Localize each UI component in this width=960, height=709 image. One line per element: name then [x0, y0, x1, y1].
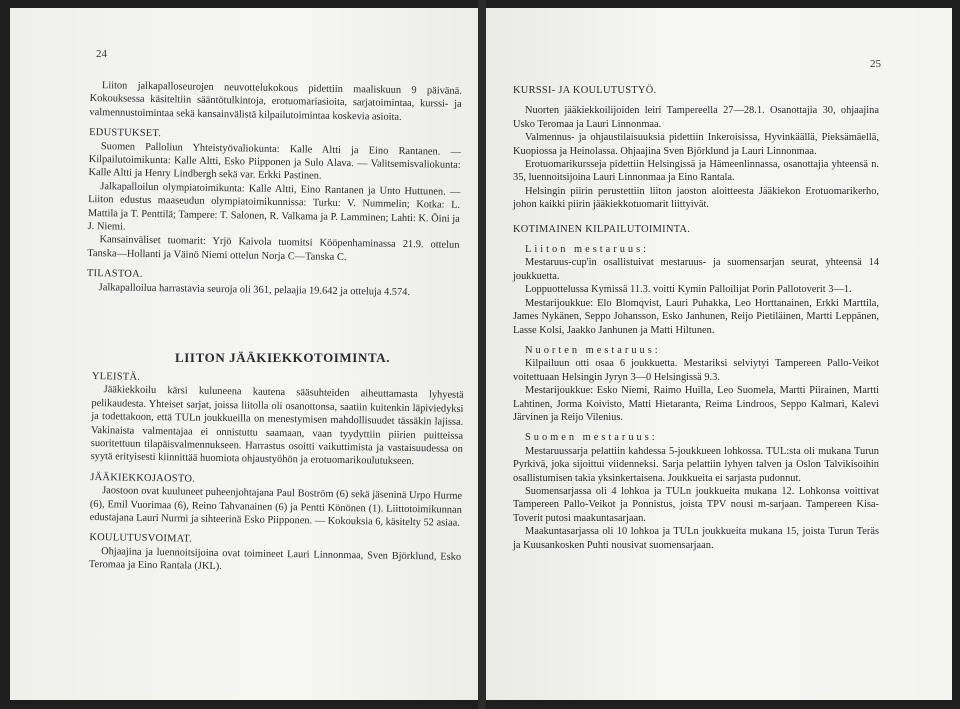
edustukset-heading: EDUSTUKSET. [89, 127, 162, 140]
edustukset-paragraph-3: Kansainväliset tuomarit: Yrjö Kaivola tuomitsi Kööpenhaminassa 21.9. ottelun Tanska—Hollanti ja Väinö Niemi ottelun Norja C—Tanska C. [87, 234, 460, 263]
kotimainen-heading: KOTIMAINEN KILPAILUTOIMINTA. [513, 223, 691, 235]
book-gutter [478, 0, 486, 709]
section-title: LIITON JÄÄKIEKKOTOIMINTA. [175, 350, 391, 365]
page-number: 25 [870, 58, 881, 70]
kurssi-paragraph-2: Valmennus- ja ohjaustilaisuuksia pidettiin Inkeroisissa, Hyvinkäällä, Pieksämäellä, Kuopiossa ja Heinolassa. Ohjaajina Sven Björklund ja Lauri Linnonmaa. [513, 132, 879, 157]
kurssi-paragraph-1: Nuorten jääkiekkoilijoiden leiri Tampereella 27—28.1. Osanottajia 30, ohjaajina Usko Teromaa ja Lauri Linnonmaa. [513, 105, 879, 130]
page-number: 24 [96, 48, 107, 60]
edustukset-paragraph-2: Jalkapalloilun olympiatoimikunta: Kalle Altti, Eino Rantanen ja Unto Huttunen. — Liiton edustus maaseudun olympiatoimikunnissa: Turku: V. Nummelin; Kotka: L. Mattila ja T. Penttilä; Tampere: T. Salonen, R. Valkama ja P. Lamminen; Lahti: K. Öini ja J. Niemi. [87, 181, 461, 233]
liiton-mestaruus-paragraph-1: Mestaruus-cup'in osallistuivat mestaruus- ja suomensarjan seurat, yhteensä 14 joukkuetta. [513, 257, 879, 282]
jaosto-heading: JÄÄKIEKKOJAOSTO. [90, 471, 196, 485]
left-page [10, 8, 478, 700]
yleista-heading: YLEISTÄ. [91, 370, 141, 383]
tilasto-heading: TILASTOA. [86, 268, 143, 281]
kurssi-paragraph-3: Erotuomarikursseja pidettiin Helsingissä ja Hämeenlinnassa, osanottajia yhteensä n. 35, luennoitsijoina Lauri Linnonmaa ja Eino Rantala. [513, 159, 879, 184]
right-page [486, 8, 952, 700]
suomen-mestaruus-paragraph-1: Mestaruussarja pelattiin kahdessa 5-joukkueen lohkossa. TUL:sta oli mukana Turun Pyrkivä, joka sijoittui viidenneksi. Sarja pelattiin lyhyen talven ja Oslon Talvikisoihin osallistumisen takia yksinkertaisena. Joukkueita ei sarjasta pudonnut. [513, 445, 879, 484]
liiton-mestaruus-paragraph-2: Loppuottelussa Kymissä 11.3. voitti Kymin Palloilijat Porin Pallotoverit 3—1. [525, 284, 852, 296]
intro-paragraph: Liiton jalkapalloseurojen neuvottelukokous pidettiin maaliskuun 9 päivänä. Kokouksessa käsiteltiin sääntötulkintoja, erotuomariasioita, sarjatoimintaa, kurssi- ja valmennustoimintaa sekä kansainvälistä kilpailutoimintaa koskevia asioita. [89, 80, 462, 123]
liiton-mestaruus-heading: Liiton mestaruus: [525, 244, 650, 256]
kurssi-heading: KURSSI- JA KOULUTUSTYÖ. [513, 85, 657, 96]
right-column [513, 84, 879, 552]
liiton-mestaruus-paragraph-3: Mestarijoukkue: Elo Blomqvist, Lauri Puhakka, Leo Horttanainen, Erkki Marttila, James Nykänen, Seppo Johansson, Esko Janhunen, Reijo Pietiläinen, Martti Leppänen, Lasse Kolsi, Jaakko Janhunen ja Matti Hiltunen. [513, 297, 879, 336]
nuorten-mestaruus-paragraph-1: Kilpailuun otti osaa 6 joukkuetta. Mestariksi selviytyi Tampereen Pallo-Veikot voitettuaan Helsingin Jyryn 3—0 Helsingissä 9.3. [513, 358, 879, 383]
suomen-mestaruus-paragraph-2: Suomensarjassa oli 4 lohkoa ja TULn joukkueita mukana 12. Lohkonsa voittivat Tampereen Pallo-Veikot ja Ponnistus, joista TPV nousi m-sarjaan. Tampereen Kisa-Toverit putosi maakuntasarjaan. [513, 485, 879, 524]
yleista-paragraph: Jääkiekkoilu kärsi kuluneena kautena sääsuhteiden aiheuttamasta lyhyestä pelikaudesta. Yhteiset sarjat, joissa liitolla oli osanottonsa, saatiin kuitenkin läpiviedyksi ja todettakoon, että TULn joukkueilla on menestymisen mahdollisuudet tässäkin lajissa. Vakinaista valmentajaa ei onnistuttu saamaan, vaan tyydyttiin piirien puitteissa suoritettuun tilapäisvalmennukseen. Harrastus osoitti vaikuttimista ja vastaisuudessa on syytä erityisesti kiinnittää huomiota ohjaustyöhön ja erotuomarikoulutukseen. [90, 384, 464, 468]
tilasto-paragraph: Jalkapalloilua harrastavia seuroja oli 361, pelaajia 19.642 ja otteluja 4.574. [98, 281, 411, 298]
koulutus-heading: KOULUTUSVOIMAT. [89, 532, 193, 546]
jaosto-paragraph: Jaostoon ovat kuuluneet puheenjohtajana Paul Boström (6) sekä jäseninä Urpo Hurme (6), Emil Vuorimaa (6), Reino Tahvanainen (6) ja Pentti Könönen (1). Liittotoimikunnan edustajana Lauri Nurmi ja sihteerinä Esko Piipponen. — Kokouksia 6, käsitelty 52 asiaa. [89, 485, 463, 529]
koulutus-paragraph: Ohjaajina ja luennoitsijoina ovat toimineet Lauri Linnonmaa, Sven Björklund, Esko Teromaa ja Eino Rantala (JKL). [88, 546, 462, 573]
nuorten-mestaruus-paragraph-2: Mestarijoukkue: Esko Niemi, Raimo Huilla, Leo Suomela, Martti Piirainen, Martti Lahtinen, Jorma Koivisto, Matti Hietaranta, Reima Lindroos, Seppo Kalmari, Kalevi Järvinen ja Reijo Vilenius. [513, 385, 879, 423]
suomen-mestaruus-paragraph-3: Maakuntasarjassa oli 10 lohkoa ja TULn joukkueita mukana 15, joista Turun Teräs ja Kuusankosken Puhti nousivat suomensarjaan. [513, 526, 879, 551]
kurssi-paragraph-4: Helsingin piirin perustettiin liiton jaoston aloitteesta Jääkiekon Erotuomarikerho, johon kaikki piirin jääkiekkotuomarit liittyivät. [513, 185, 879, 211]
nuorten-mestaruus-heading: Nuorten mestaruus: [525, 344, 661, 356]
suomen-mestaruus-heading: Suomen mestaruus: [525, 432, 658, 444]
left-top-column [87, 79, 462, 300]
left-bottom-column [89, 370, 464, 578]
edustukset-paragraph-1: Suomen Palloliun Yhteistyövaliokunta: Kalle Altti ja Eino Rantanen. — Kilpailutoimikunta: Kalle Altti, Esko Piipponen ja Sulo Alava. — Valitsemisvaliokunta: Kalle Altti ja Henry Lindbergh sekä var. Erkki Pastinen. [88, 140, 461, 183]
